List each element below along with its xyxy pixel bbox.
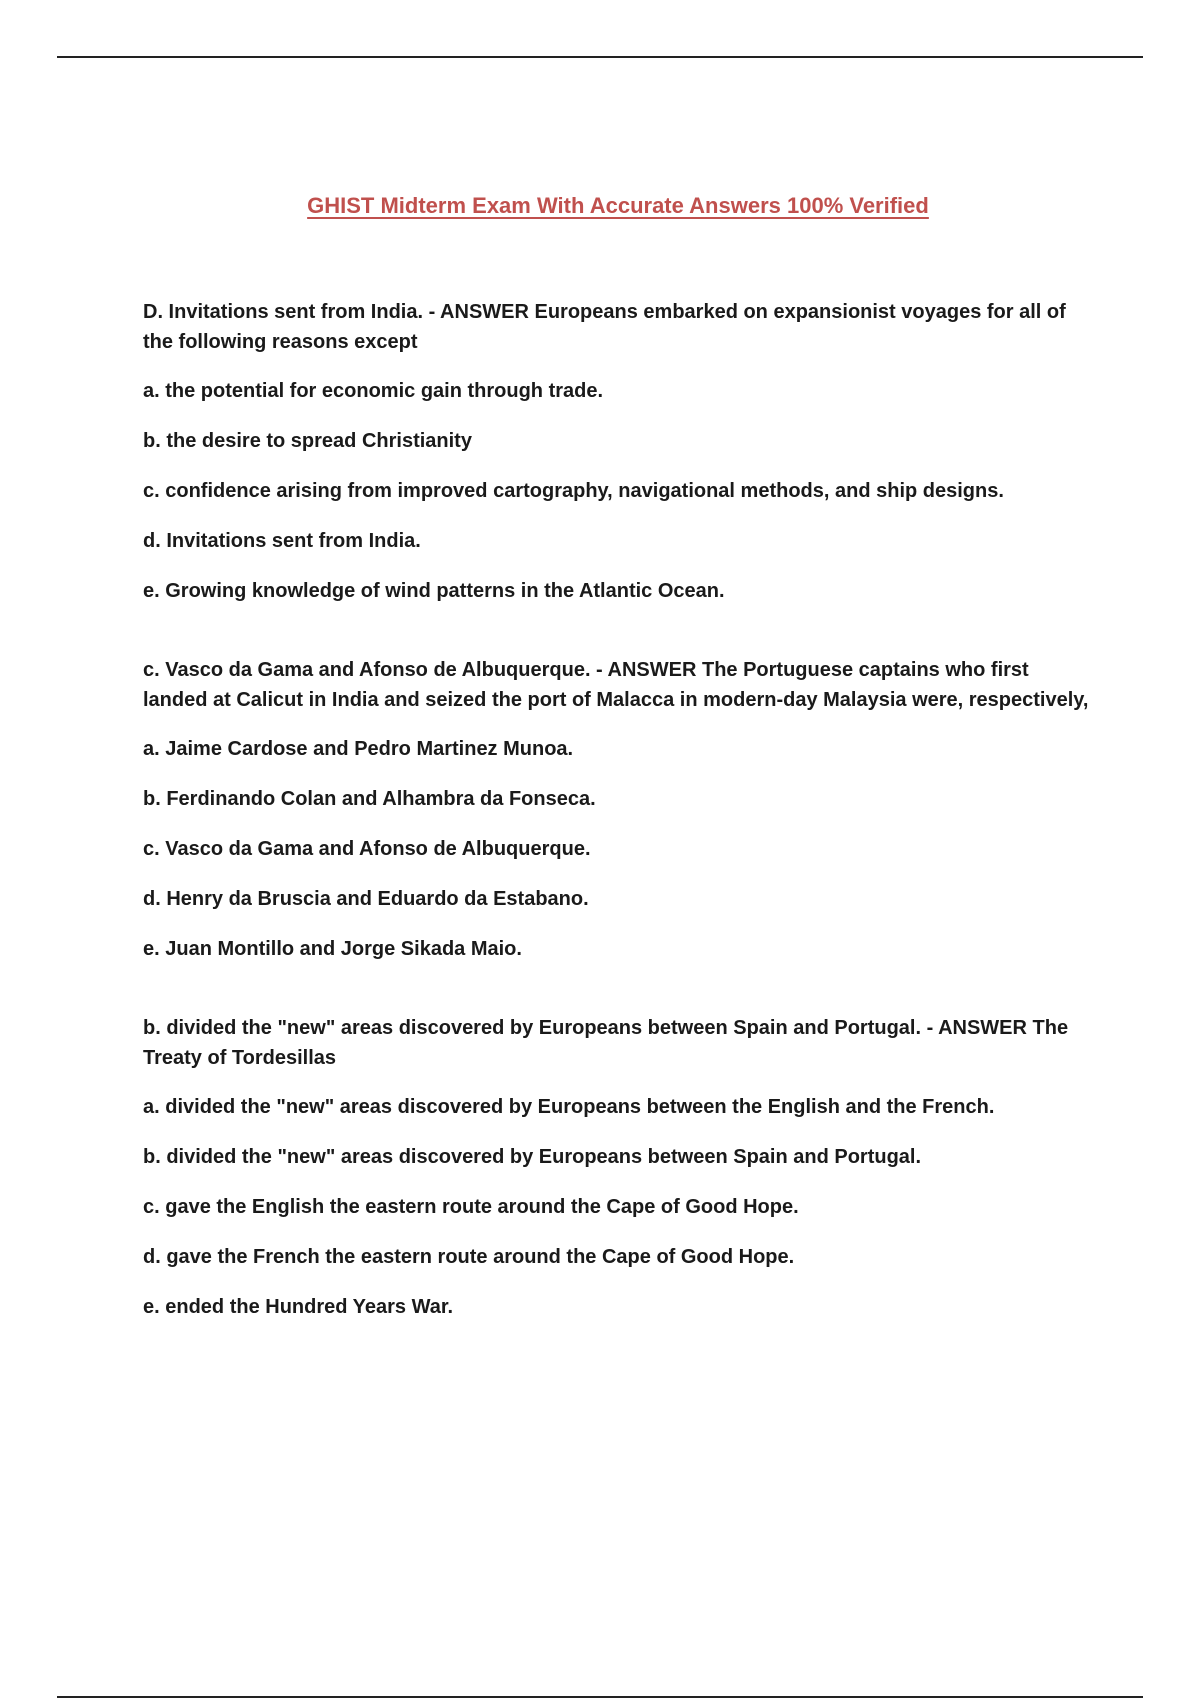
answer-option-d: d. gave the French the eastern route around the Cape of Good Hope. [143,1246,795,1268]
answer-option-b: b. the desire to spread Christianity [143,430,472,452]
question-prompt: b. divided the "new" areas discovered by Europeans between Spain and Portugal. - ANSWER The Treaty of Tordesillas [143,1017,1069,1069]
answer-option-a: a. the potential for economic gain through trade. [143,380,604,402]
header-rule [57,56,1143,58]
question-block-3 [143,1013,1093,1321]
answer-option-d: d. Invitations sent from India. [143,530,421,552]
answer-option-a: a. Jaime Cardose and Pedro Martinez Munoa. [143,738,574,760]
question-block-2 [143,655,1093,963]
document-body [143,297,1093,1371]
answer-option-c: c. Vasco da Gama and Afonso de Albuquerque. [143,838,591,860]
question-prompt: D. Invitations sent from India. - ANSWER Europeans embarked on expansionist voyages for all of the following reasons except [143,301,1066,353]
answer-option-c: c. gave the English the eastern route around the Cape of Good Hope. [143,1196,799,1218]
document-title [0,193,1200,219]
answer-option-e: e. Juan Montillo and Jorge Sikada Maio. [143,938,522,960]
footer-rule [57,1696,1143,1698]
answer-option-c: c. confidence arising from improved cartography, navigational methods, and ship designs. [143,480,1004,502]
answer-option-b: b. Ferdinando Colan and Alhambra da Fonseca. [143,788,596,810]
answer-option-b: b. divided the "new" areas discovered by Europeans between Spain and Portugal. [143,1146,922,1168]
question-block-1 [143,297,1093,605]
answer-option-a: a. divided the "new" areas discovered by Europeans between the English and the French. [143,1096,995,1118]
document-title-text: GHIST Midterm Exam With Accurate Answers 100% Verified [307,193,929,218]
answer-option-d: d. Henry da Bruscia and Eduardo da Estabano. [143,888,589,910]
answer-option-e: e. Growing knowledge of wind patterns in the Atlantic Ocean. [143,580,725,602]
question-prompt: c. Vasco da Gama and Afonso de Albuquerque. - ANSWER The Portuguese captains who first landed at Calicut in India and seized the port of Malacca in modern-day Malaysia were, respectively, [143,659,1089,711]
answer-option-e: e. ended the Hundred Years War. [143,1296,454,1318]
